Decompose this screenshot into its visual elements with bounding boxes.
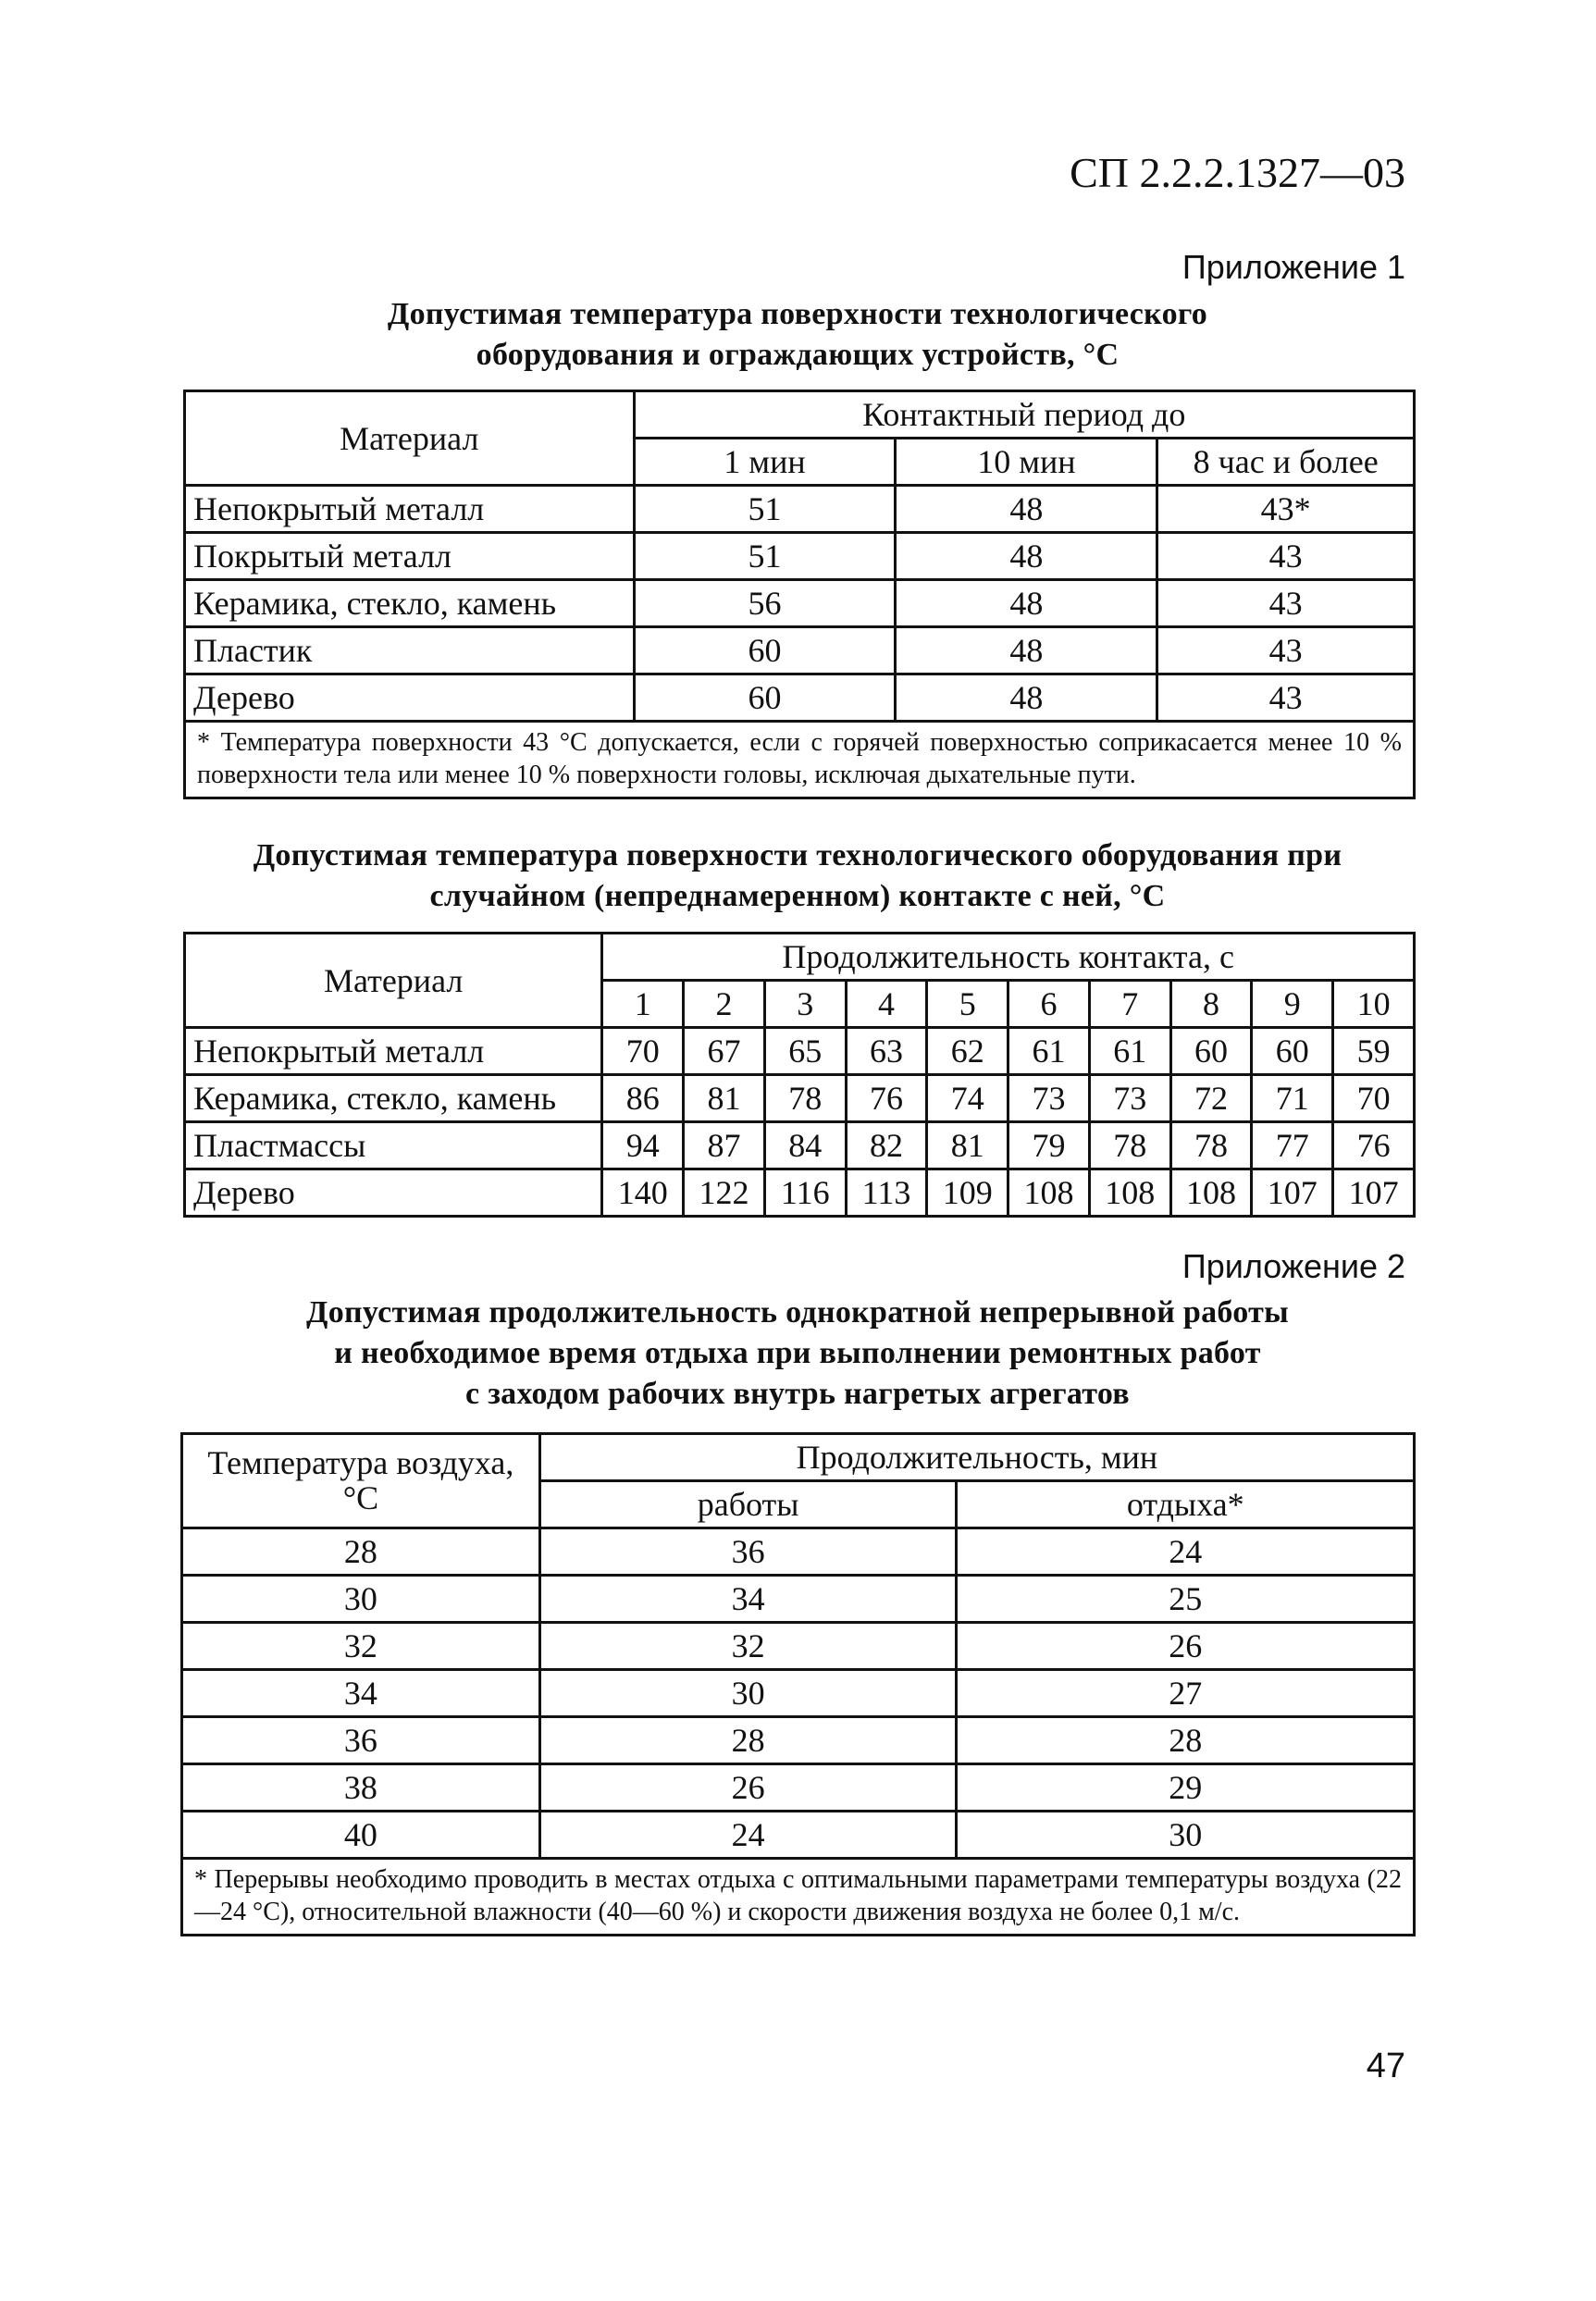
table2-header-duration: Продолжительность контакта, с <box>602 934 1415 981</box>
value-cell: 86 <box>602 1075 684 1122</box>
table-row <box>182 1623 1415 1670</box>
table2-header-col: 6 <box>1008 981 1090 1028</box>
value-cell: 61 <box>1008 1028 1090 1075</box>
document-code: СП 2.2.2.1327—03 <box>1070 149 1405 196</box>
table1-title <box>178 294 1417 376</box>
material-cell: Пластмассы <box>185 1122 602 1169</box>
value-cell: 84 <box>764 1122 846 1169</box>
material-cell: Керамика, стекло, камень <box>185 580 635 627</box>
table3-header-temperature-line1: Температура воздуха, <box>207 1443 514 1481</box>
table1-footnote: * Температура поверхности 43 °С допускается, если с горячей поверхностью соприкасается менее 10 % поверхности тела или менее 10 % поверхности головы, исключая дыхательные пути. <box>185 722 1415 798</box>
table2-header-col: 10 <box>1333 981 1415 1028</box>
table1-header-contact-period: Контактный период до <box>634 391 1414 439</box>
value-cell: 51 <box>634 486 896 533</box>
table2-title <box>178 835 1417 917</box>
value-cell: 48 <box>896 533 1157 580</box>
temperature-cell: 40 <box>182 1812 540 1859</box>
value-cell: 34 <box>539 1576 957 1623</box>
value-cell: 28 <box>539 1717 957 1764</box>
value-cell: 24 <box>957 1528 1415 1576</box>
table-row <box>185 1169 1415 1217</box>
value-cell: 43* <box>1157 486 1415 533</box>
value-cell: 56 <box>634 580 896 627</box>
table3-header-duration: Продолжительность, мин <box>539 1434 1414 1481</box>
table2-header-col: 9 <box>1252 981 1333 1028</box>
value-cell: 48 <box>896 580 1157 627</box>
table-row <box>185 627 1415 674</box>
value-cell: 78 <box>764 1075 846 1122</box>
table3-header-temperature <box>182 1434 540 1528</box>
table1-title-line2: оборудования и ограждающих устройств, °С <box>476 338 1120 373</box>
page-number: 47 <box>1366 2047 1405 2085</box>
value-cell: 108 <box>1170 1169 1252 1217</box>
value-cell: 59 <box>1333 1028 1415 1075</box>
table1-header-col: 1 мин <box>634 439 896 486</box>
table2-accidental-contact <box>183 932 1416 1218</box>
table2-header-col: 5 <box>927 981 1008 1028</box>
temperature-cell: 32 <box>182 1623 540 1670</box>
value-cell: 26 <box>539 1764 957 1812</box>
value-cell: 48 <box>896 627 1157 674</box>
value-cell: 109 <box>927 1169 1008 1217</box>
value-cell: 29 <box>957 1764 1415 1812</box>
material-cell: Непокрытый металл <box>185 1028 602 1075</box>
table2-header-col: 4 <box>846 981 927 1028</box>
value-cell: 78 <box>1170 1122 1252 1169</box>
value-cell: 71 <box>1252 1075 1333 1122</box>
temperature-cell: 36 <box>182 1717 540 1764</box>
value-cell: 81 <box>684 1075 765 1122</box>
value-cell: 108 <box>1008 1169 1090 1217</box>
material-cell: Покрытый металл <box>185 533 635 580</box>
temperature-cell: 30 <box>182 1576 540 1623</box>
value-cell: 107 <box>1333 1169 1415 1217</box>
table-row <box>185 486 1415 533</box>
material-cell: Дерево <box>185 1169 602 1217</box>
value-cell: 36 <box>539 1528 957 1576</box>
table-row <box>185 580 1415 627</box>
table3-header-col-work: работы <box>539 1481 957 1528</box>
temperature-cell: 28 <box>182 1528 540 1576</box>
table-row <box>182 1812 1415 1859</box>
value-cell: 67 <box>684 1028 765 1075</box>
table3-title <box>178 1293 1417 1416</box>
value-cell: 70 <box>1333 1075 1415 1122</box>
value-cell: 43 <box>1157 580 1415 627</box>
table-row <box>185 533 1415 580</box>
table1-title-line1: Допустимая температура поверхности технологического <box>387 297 1208 331</box>
value-cell: 51 <box>634 533 896 580</box>
table-row <box>185 1028 1415 1075</box>
table2-header-col: 1 <box>602 981 684 1028</box>
table3-title-line2: и необходимое время отдыха при выполнении ремонтных работ <box>334 1336 1261 1371</box>
value-cell: 43 <box>1157 533 1415 580</box>
value-cell: 73 <box>1089 1075 1170 1122</box>
table2-header-col: 8 <box>1170 981 1252 1028</box>
value-cell: 24 <box>539 1812 957 1859</box>
value-cell: 61 <box>1089 1028 1170 1075</box>
table2-title-line1: Допустимая температура поверхности технологического оборудования при <box>253 838 1342 872</box>
table2-header-col: 7 <box>1089 981 1170 1028</box>
table3-title-line1: Допустимая продолжительность однократной непрерывной работы <box>306 1295 1289 1330</box>
value-cell: 48 <box>896 674 1157 722</box>
material-cell: Дерево <box>185 674 635 722</box>
value-cell: 43 <box>1157 674 1415 722</box>
value-cell: 77 <box>1252 1122 1333 1169</box>
table2-header-col: 2 <box>684 981 765 1028</box>
table2-header-col: 3 <box>764 981 846 1028</box>
material-cell: Непокрытый металл <box>185 486 635 533</box>
table3-header-temperature-line2: °С <box>342 1478 379 1516</box>
value-cell: 87 <box>684 1122 765 1169</box>
appendix-1-label: Приложение 1 <box>1182 248 1405 286</box>
table-row <box>182 1576 1415 1623</box>
table-row <box>185 674 1415 722</box>
value-cell: 108 <box>1089 1169 1170 1217</box>
value-cell: 113 <box>846 1169 927 1217</box>
table-row <box>182 1528 1415 1576</box>
value-cell: 81 <box>927 1122 1008 1169</box>
table-row <box>185 1122 1415 1169</box>
table-row <box>185 1075 1415 1122</box>
value-cell: 76 <box>846 1075 927 1122</box>
temperature-cell: 34 <box>182 1670 540 1717</box>
value-cell: 63 <box>846 1028 927 1075</box>
material-cell: Пластик <box>185 627 635 674</box>
value-cell: 32 <box>539 1623 957 1670</box>
value-cell: 60 <box>1170 1028 1252 1075</box>
table2-title-line2: случайном (непреднамеренном) контакте с ней, °С <box>429 879 1166 914</box>
value-cell: 72 <box>1170 1075 1252 1122</box>
value-cell: 30 <box>957 1812 1415 1859</box>
value-cell: 76 <box>1333 1122 1415 1169</box>
value-cell: 60 <box>634 627 896 674</box>
table3-work-rest-duration <box>180 1432 1416 1936</box>
value-cell: 62 <box>927 1028 1008 1075</box>
table1-header-material: Материал <box>185 391 635 486</box>
temperature-cell: 38 <box>182 1764 540 1812</box>
value-cell: 27 <box>957 1670 1415 1717</box>
value-cell: 28 <box>957 1717 1415 1764</box>
value-cell: 26 <box>957 1623 1415 1670</box>
value-cell: 107 <box>1252 1169 1333 1217</box>
table3-header-col-rest: отдыха* <box>957 1481 1415 1528</box>
value-cell: 43 <box>1157 627 1415 674</box>
value-cell: 74 <box>927 1075 1008 1122</box>
appendix-2-label: Приложение 2 <box>1182 1247 1405 1285</box>
table-row <box>182 1670 1415 1717</box>
table-row <box>182 1764 1415 1812</box>
value-cell: 78 <box>1089 1122 1170 1169</box>
value-cell: 30 <box>539 1670 957 1717</box>
value-cell: 122 <box>684 1169 765 1217</box>
value-cell: 65 <box>764 1028 846 1075</box>
table1-header-col: 10 мин <box>896 439 1157 486</box>
value-cell: 73 <box>1008 1075 1090 1122</box>
table1-header-col: 8 час и более <box>1157 439 1415 486</box>
table3-title-line3: с заходом рабочих внутрь нагретых агрегатов <box>465 1377 1130 1412</box>
value-cell: 82 <box>846 1122 927 1169</box>
value-cell: 94 <box>602 1122 684 1169</box>
value-cell: 60 <box>634 674 896 722</box>
table-row <box>182 1717 1415 1764</box>
value-cell: 79 <box>1008 1122 1090 1169</box>
value-cell: 140 <box>602 1169 684 1217</box>
table1-surface-temperature <box>183 390 1416 799</box>
table3-footnote: * Перерывы необходимо проводить в местах отдыха с оптимальными параметрами температуры воздуха (22—24 °С), относительной влажности (40—60 %) и скорости движения воздуха не более 0,1 м/с. <box>182 1859 1415 1936</box>
value-cell: 60 <box>1252 1028 1333 1075</box>
value-cell: 70 <box>602 1028 684 1075</box>
value-cell: 116 <box>764 1169 846 1217</box>
value-cell: 25 <box>957 1576 1415 1623</box>
material-cell: Керамика, стекло, камень <box>185 1075 602 1122</box>
value-cell: 48 <box>896 486 1157 533</box>
table2-header-material: Материал <box>185 934 602 1028</box>
